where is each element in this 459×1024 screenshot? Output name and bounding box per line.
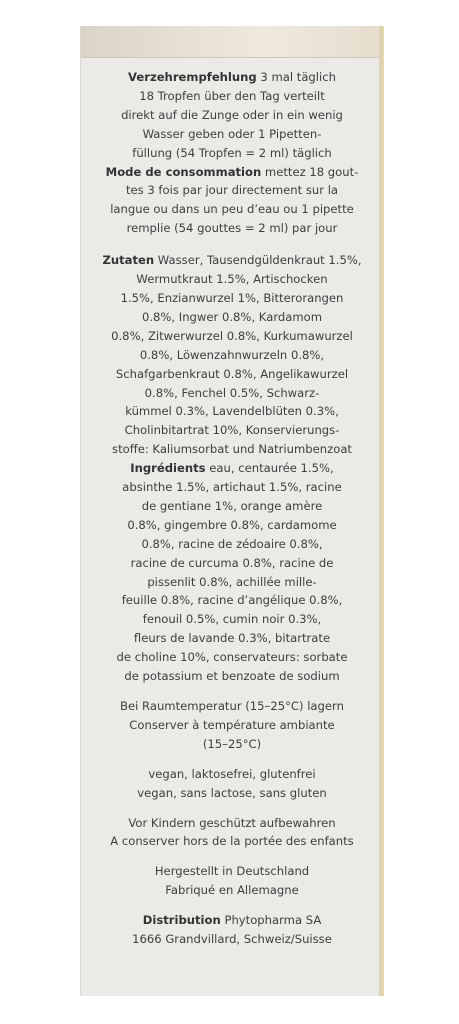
distributor-address: 1666 Grandvillard, Schweiz/Suisse	[132, 932, 332, 947]
ingredients-fr-line: 0.8%, gingembre 0.8%, cardamome	[127, 517, 337, 532]
storage-line: (15–25°C)	[202, 736, 262, 751]
dosage-fr-heading: Mode de consommation	[105, 164, 262, 179]
dosage-fr	[90, 163, 374, 182]
dosage-de-line: direkt auf die Zunge oder in ein wenig	[121, 107, 343, 122]
ingredients-fr-line: 0.8%, racine de zédoaire 0.8%,	[141, 536, 323, 551]
children-warning-line: A conserver hors de la portée des enfants	[110, 834, 354, 849]
label-text-block	[90, 68, 374, 949]
ingredients-de-line: Wasser, Tausendgüldenkraut 1.5%,	[154, 253, 362, 268]
dosage-fr-line: mettez 18 gout-	[261, 164, 359, 179]
ingredients-fr-line: racine de curcuma 0.8%, racine de	[130, 555, 334, 570]
distribution	[90, 911, 374, 930]
storage-line: Bei Raumtemperatur (15–25°C) lagern	[120, 699, 344, 713]
ingredients-fr-line: de choline 10%, conservateurs: sorbate	[116, 650, 348, 665]
ingredients-fr-heading: Ingrédients	[130, 461, 206, 476]
dosage-de-line: füllung (54 Tropfen = 2 ml) täglich	[132, 145, 332, 160]
dosage-de-line: Wasser geben oder 1 Pipetten-	[142, 126, 322, 141]
box-edge-stripe	[379, 26, 383, 996]
ingredients-de-line: Wermutkraut 1.5%, Artischocken	[136, 272, 328, 287]
origin-line: Fabriqué en Allemagne	[165, 883, 299, 898]
distributor-name: Phytopharma SA	[220, 913, 322, 928]
ingredients-de-line: 1.5%, Enzianwurzel 1%, Bitterorangen	[120, 290, 344, 305]
ingredients-de-line: 0.8%, Zitwerwurzel 0.8%, Kurkumawurzel	[111, 328, 353, 343]
ingredients-de-line: 0.8%, Ingwer 0.8%, Kardamom	[141, 309, 323, 324]
ingredients-de-line: Cholinbitartrat 10%, Konservierungs-	[124, 423, 340, 438]
ingredients-fr-line: eau, centaurée 1.5%,	[205, 461, 334, 476]
ingredients-de-line: 0.8%, Löwenzahnwurzeln 0.8%,	[139, 347, 325, 362]
box-top-flap	[81, 26, 383, 58]
ingredients-fr-line: de gentiane 1%, orange amère	[141, 498, 323, 513]
ingredients-de-line: kümmel 0.3%, Lavendelblüten 0.3%,	[125, 404, 339, 419]
children-warning-line: Vor Kindern geschützt aufbewahren	[128, 815, 336, 830]
diet-line: vegan, laktosefrei, glutenfrei	[148, 766, 316, 781]
ingredients-fr-line: fenouil 0.5%, cumin noir 0.3%,	[142, 612, 322, 627]
ingredients-fr-line: de potassium et benzoate de sodium	[124, 669, 340, 684]
ingredients-de-line: Schafgarbenkraut 0.8%, Angelikawurzel	[115, 366, 349, 381]
ingredients-de	[90, 251, 374, 270]
ingredients-fr	[90, 459, 374, 478]
dosage-fr-line: tes 3 fois par jour directement sur la	[125, 183, 339, 198]
dosage-fr-line: remplie (54 gouttes = 2 ml) par jour	[126, 221, 338, 236]
ingredients-de-line: stoffe: Kaliumsorbat und Natriumbenzoat	[112, 442, 352, 457]
origin-line: Hergestellt in Deutschland	[154, 864, 310, 879]
distribution-heading: Distribution	[142, 913, 221, 928]
dosage-de	[90, 68, 374, 87]
dosage-fr-line: langue ou dans un peu d’eau ou 1 pipette	[110, 202, 354, 217]
ingredients-fr-line: pissenlit 0.8%, achillée mille-	[147, 574, 317, 589]
dosage-de-line: 18 Tropfen über den Tag verteilt	[139, 88, 325, 103]
ingredients-fr-line: absinthe 1.5%, artichaut 1.5%, racine	[122, 480, 342, 495]
ingredients-de-heading: Zutaten	[102, 253, 155, 268]
diet-line: vegan, sans lactose, sans gluten	[137, 785, 327, 800]
ingredients-fr-line: feuille 0.8%, racine d’angélique 0.8%,	[121, 593, 343, 608]
ingredients-fr-line: fleurs de lavande 0.3%, bitartrate	[133, 631, 331, 646]
dosage-de-line: 3 mal täglich	[256, 70, 336, 84]
storage-line: Conserver à température ambiante	[129, 717, 335, 732]
dosage-de-heading: Verzehrempfehlung	[128, 70, 257, 84]
ingredients-de-line: 0.8%, Fenchel 0.5%, Schwarz-	[144, 385, 320, 400]
